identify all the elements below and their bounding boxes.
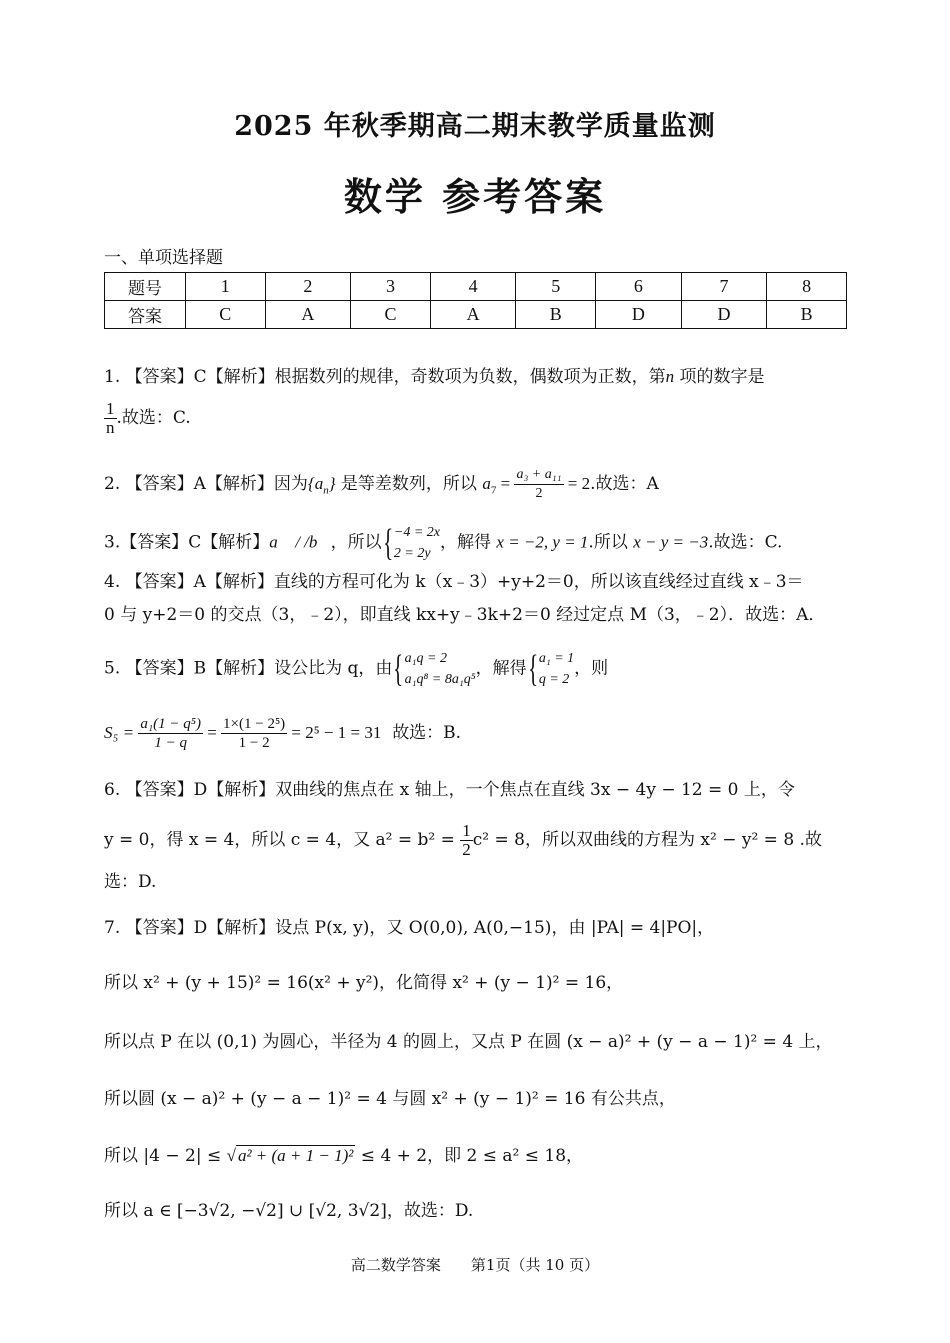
solution-7-line-1: 7. 【答案】D【解析】设点 P(x, y)，又 O(0,0), A(0,−15)，由 |PA| = 4|PO|，	[104, 918, 715, 938]
solution-7-line-3: 所以点 P 在以 (0,1) 为圆心，半径为 4 的圆上，又点 P 在圆 (x − a)² + (y − a − 1)² = 4 上，	[104, 1032, 833, 1052]
solution-1-line-2: $\frac{1}{n}$ .故选：C.	[106, 399, 191, 437]
sqrt-expression: a² + (a + 1 − 1)²	[237, 1146, 354, 1165]
solution-7-line-4: 所以圆 (x − a)² + (y − a − 1)² = 4 与圆 x² + (y − 1)² = 16 有公共点，	[104, 1089, 676, 1109]
table-cell: 6	[596, 273, 682, 301]
solution-5-line-2: S₅ = $\frac{\text{a₁(1 − q⁵)}}{1 - q}$ = $\frac{\text{1×(1 − 2⁵)}}{1 - 2}$ = 2⁵ − 1 = 31 故选：B.	[104, 716, 462, 751]
table-cell: 2	[265, 273, 351, 301]
table-cell: 1	[186, 273, 266, 301]
fraction: $\frac{1}{n}$	[106, 399, 115, 437]
table-row-answers	[105, 301, 847, 329]
table-cell: C	[186, 301, 266, 329]
answer-table	[104, 272, 847, 329]
table-cell: 5	[516, 273, 596, 301]
table-row-numbers	[105, 273, 847, 301]
table-cell: C	[351, 301, 431, 329]
equation-system: −4 = 2x 2 = 2y	[393, 525, 440, 561]
table-cell: D	[596, 301, 682, 329]
solution-system: a₁ = 1 q = 2	[538, 651, 575, 687]
fraction: $\frac{\text{1×(1 − 2⁵)}}{1 - 2}$	[223, 716, 286, 751]
solution-1-line-1: 1. 【答案】C【解析】根据数列的规律，奇数项为负数，偶数项为正数，第n 项的数字是	[104, 367, 765, 387]
table-cell: 4	[430, 273, 516, 301]
table-cell: A	[265, 301, 351, 329]
solution-7-line-6: 所以 a ∈ [−3√2, −√2] ∪ [√2, 3√2]，故选：D.	[104, 1201, 474, 1221]
table-cell: D	[681, 301, 767, 329]
fraction: $\frac{\text{a₃ + a₁₁}}{2}$	[516, 467, 562, 501]
solution-7-line-5: 所以 |4 − 2| ≤ √ a² + (a + 1 − 1)² ≤ 4 + 2，即 2 ≤ a² ≤ 18，	[104, 1146, 584, 1166]
table-cell: A	[430, 301, 516, 329]
table-cell: 7	[681, 273, 767, 301]
table-cell: 8	[767, 273, 847, 301]
solution-5-line-1: 5. 【答案】B【解析】设公比为 q，由{ a₁q = 2 a₁q⁸ = 8a₁q⁵ ，解得{ a₁ = 1 q = 2 ，则	[104, 648, 609, 690]
table-header-cell: 题号	[105, 273, 186, 301]
equation-system: a₁q = 2 a₁q⁸ = 8a₁q⁵	[404, 651, 476, 687]
solution-4-line-2: 0 与 y+2＝0 的交点（3，﹣2），即直线 kx+y﹣3k+2＝0 经过定点 M（3，﹣2）．故选：A．	[104, 605, 826, 625]
solution-6-line-3: 选：D.	[104, 872, 157, 892]
solution-4-line-1: 4. 【答案】A【解析】直线的方程可化为 k（x﹣3）+y+2＝0，所以该直线经过直线 x﹣3＝	[104, 572, 804, 592]
fraction: $\frac{\text{a₁(1 − q⁵)}}{1 - q}$	[140, 716, 201, 751]
table-cell: 3	[351, 273, 431, 301]
table-cell: B	[516, 301, 596, 329]
solution-7-line-2: 所以 x² + (y + 15)² = 16(x² + y²)，化简得 x² + (y − 1)² = 16，	[104, 973, 624, 993]
left-brace: {	[393, 648, 404, 690]
solution-6-line-1: 6. 【答案】D【解析】双曲线的焦点在 x 轴上，一个焦点在直线 3x − 4y − 12 = 0 上，令	[104, 780, 795, 800]
table-cell: B	[767, 301, 847, 329]
page-footer: 高二数学答案 第1页（共 10 页）	[350, 1256, 600, 1274]
solution-6-line-2: y = 0，得 x = 4，所以 c = 4，又 a² = b² = $\frac{1}{2}$ c² = 8，所以双曲线的方程为 x² − y² = 8 .故	[104, 821, 822, 859]
left-brace: {	[527, 648, 538, 690]
page-title: 2025 年秋季期高二期末教学质量监测	[234, 111, 716, 142]
solution-2: 2. 【答案】A【解析】因为$\{a_n\}$ 是等差数列，所以 $a_7$ = $\frac{\text{a₃ + a₁₁}}{2}$ = 2.故选：A	[104, 467, 659, 501]
left-brace: {	[382, 522, 393, 564]
solution-3: 3.【答案】C【解析】a⃗ / /b⃗，所以{ −4 = 2x 2 = 2y ，解得 x = −2, y = 1.所以 x − y = −3.故选：C.	[104, 522, 783, 564]
section-heading: 一、单项选择题	[104, 248, 223, 268]
page-subtitle: 数学 参考答案	[343, 175, 607, 219]
table-header-cell: 答案	[105, 301, 186, 329]
fraction: $\frac{1}{2}$	[462, 821, 471, 859]
